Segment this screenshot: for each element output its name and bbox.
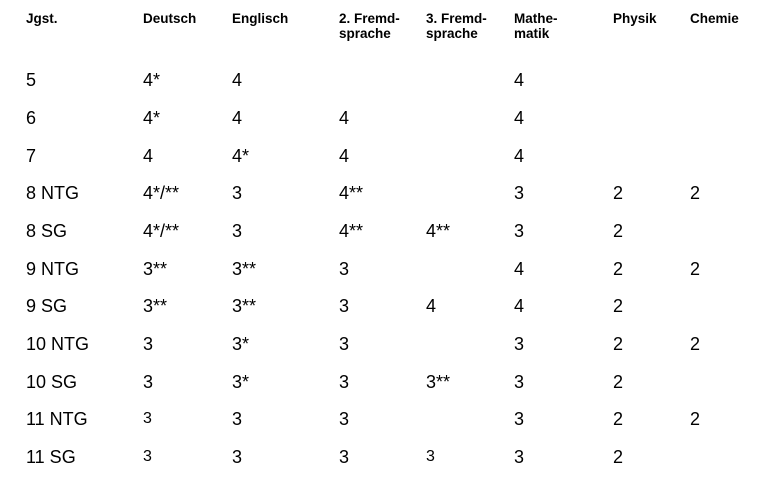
table-cell-second-language: 4 <box>339 146 350 166</box>
table-cell-chemistry: 2 <box>690 183 701 203</box>
table-cell-second-language: 3 <box>339 409 350 429</box>
table-cell-third-language: 4 <box>426 296 437 316</box>
table-cell-math: 3 <box>514 183 525 203</box>
table-cell-second-language: 3 <box>339 372 350 392</box>
table-cell-german: 3 <box>143 334 154 354</box>
column-header-math: Mathe- matik <box>514 11 558 41</box>
table-cell-physics: 2 <box>613 183 624 203</box>
table-cell-german: 4*/** <box>143 183 180 203</box>
table-cell-english: 3 <box>232 447 243 467</box>
table-cell-english: 3 <box>232 183 243 203</box>
table-cell-english: 4* <box>232 146 250 166</box>
table-cell-math: 4 <box>514 108 525 128</box>
table-cell-math: 3 <box>514 447 525 467</box>
table-cell-physics: 2 <box>613 259 624 279</box>
table-cell-german: 3 <box>143 448 152 465</box>
table-cell-math: 4 <box>514 70 525 90</box>
table-cell-german: 4* <box>143 108 161 128</box>
table-cell-third-language: 3** <box>426 372 451 392</box>
table-cell-second-language: 3 <box>339 259 350 279</box>
column-header-year: Jgst. <box>26 11 58 26</box>
table-cell-physics: 2 <box>613 334 624 354</box>
table-cell-german: 3 <box>143 410 152 427</box>
table-cell-german: 3** <box>143 259 168 279</box>
table-cell-year: 11 NTG <box>26 409 88 429</box>
table-cell-chemistry: 2 <box>690 409 701 429</box>
table-cell-math: 3 <box>514 221 525 241</box>
table-cell-physics: 2 <box>613 296 624 316</box>
table-cell-english: 4 <box>232 70 243 90</box>
table-cell-german: 4 <box>143 146 154 166</box>
table-cell-third-language: 4** <box>426 221 451 241</box>
table-cell-english: 3** <box>232 259 257 279</box>
table-cell-math: 4 <box>514 259 525 279</box>
table-cell-year: 9 SG <box>26 296 68 316</box>
table-cell-second-language: 3 <box>339 447 350 467</box>
table-cell-second-language: 3 <box>339 334 350 354</box>
table-cell-year: 8 NTG <box>26 183 80 203</box>
table-cell-second-language: 4 <box>339 108 350 128</box>
table-cell-year: 9 NTG <box>26 259 80 279</box>
table-cell-physics: 2 <box>613 221 624 241</box>
column-header-chemistry: Chemie <box>690 11 739 26</box>
table-cell-year: 6 <box>26 108 37 128</box>
table-cell-year: 11 SG <box>26 447 76 467</box>
table-cell-chemistry: 2 <box>690 334 701 354</box>
table-cell-math: 3 <box>514 372 525 392</box>
table-cell-year: 8 SG <box>26 221 68 241</box>
column-header-third-language: 3. Fremd- sprache <box>426 11 487 41</box>
table-cell-german: 4* <box>143 70 161 90</box>
table-cell-math: 4 <box>514 146 525 166</box>
table-cell-year: 10 SG <box>26 372 78 392</box>
table-cell-english: 3* <box>232 334 250 354</box>
table-cell-chemistry: 2 <box>690 259 701 279</box>
table-cell-second-language: 3 <box>339 296 350 316</box>
table-cell-year: 10 NTG <box>26 334 90 354</box>
table-cell-year: 5 <box>26 70 37 90</box>
table-cell-english: 4 <box>232 108 243 128</box>
table-cell-year: 7 <box>26 146 37 166</box>
column-header-english: Englisch <box>232 11 289 26</box>
table-cell-german: 3** <box>143 296 168 316</box>
table-cell-english: 3 <box>232 221 243 241</box>
table-cell-english: 3 <box>232 409 243 429</box>
table-cell-second-language: 4** <box>339 183 364 203</box>
table-cell-physics: 2 <box>613 409 624 429</box>
table-cell-english: 3** <box>232 296 257 316</box>
column-header-german: Deutsch <box>143 11 197 26</box>
table-cell-third-language: 3 <box>426 448 435 465</box>
table-cell-english: 3* <box>232 372 250 392</box>
table-cell-physics: 2 <box>613 372 624 392</box>
table-cell-physics: 2 <box>613 447 624 467</box>
column-header-physics: Physik <box>613 11 657 26</box>
table-cell-math: 4 <box>514 296 525 316</box>
table-cell-german: 4*/** <box>143 221 180 241</box>
column-header-second-language: 2. Fremd- sprache <box>339 11 400 41</box>
table-cell-german: 3 <box>143 372 154 392</box>
table-cell-second-language: 4** <box>339 221 364 241</box>
table-cell-math: 3 <box>514 409 525 429</box>
table-cell-math: 3 <box>514 334 525 354</box>
